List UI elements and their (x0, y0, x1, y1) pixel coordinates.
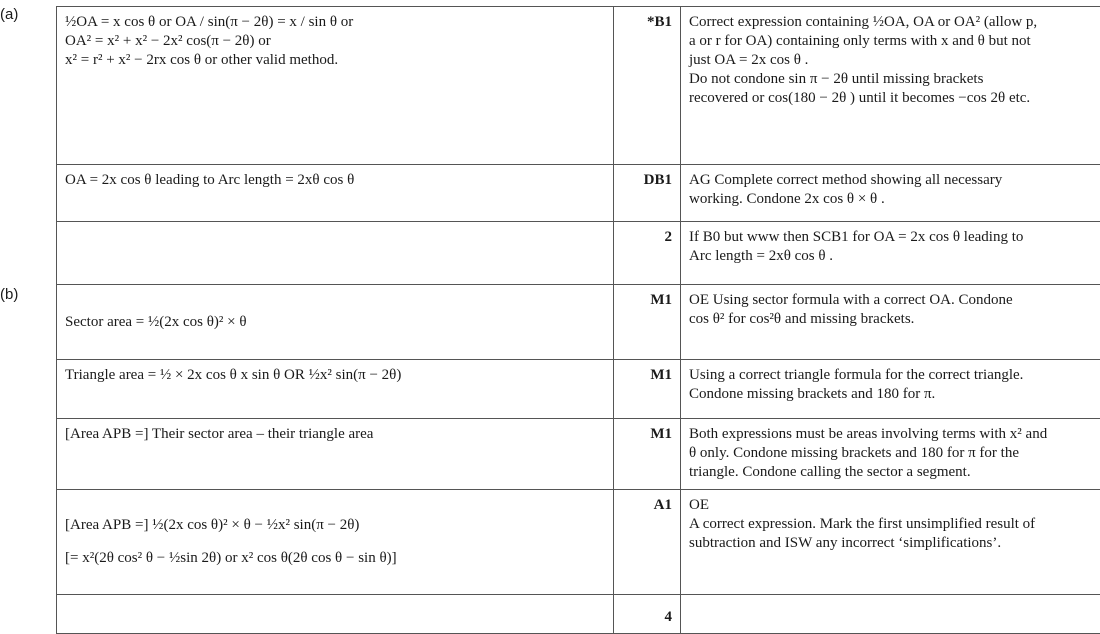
answer-cell (57, 165, 614, 222)
guidance-line: cos θ² for cos²θ and missing brackets. (689, 310, 1100, 329)
answer-cell (57, 490, 614, 595)
answer-cell (57, 595, 614, 634)
mark-cell: 2 (614, 222, 681, 285)
guidance-line: Arc length = 2xθ cos θ . (689, 247, 1100, 266)
part-b-label: (b) (0, 286, 18, 303)
answer-line: Sector area = ½(2x cos θ)² × θ (65, 313, 605, 332)
table-row (57, 595, 1100, 634)
mark-cell: M1 (614, 285, 681, 360)
answer-line: x² = r² + x² − 2rx cos θ or other valid method. (65, 51, 605, 70)
guidance-line: Correct expression containing ½OA, OA or OA² (allow p, (689, 13, 1100, 32)
guidance-line: just OA = 2x cos θ . (689, 51, 1100, 70)
guidance-line: working. Condone 2x cos θ × θ . (689, 190, 1100, 209)
table-row (57, 490, 1100, 595)
guidance-line: AG Complete correct method showing all necessary (689, 171, 1100, 190)
guidance-line: subtraction and ISW any incorrect ‘simplifications’. (689, 534, 1100, 553)
guidance-line: recovered or cos(180 − 2θ ) until it becomes −cos 2θ etc. (689, 89, 1100, 108)
guidance-line: Do not condone sin π − 2θ until missing brackets (689, 70, 1100, 89)
guidance-line: θ only. Condone missing brackets and 180 for π for the (689, 444, 1100, 463)
guidance-line: Using a correct triangle formula for the correct triangle. (689, 366, 1100, 385)
guidance-cell (681, 595, 1100, 634)
table-row (57, 7, 1100, 165)
mark-cell: M1 (614, 419, 681, 490)
guidance-line: If B0 but www then SCB1 for OA = 2x cos θ leading to (689, 228, 1100, 247)
guidance-line: Both expressions must be areas involving terms with x² and (689, 425, 1100, 444)
answer-cell (57, 7, 614, 165)
answer-line: [= x²(2θ cos² θ − ½sin 2θ) or x² cos θ(2θ cos θ − sin θ)] (65, 549, 605, 568)
guidance-cell (681, 285, 1100, 360)
answer-line: ½OA = x cos θ or OA / sin(π − 2θ) = x / sin θ or (65, 13, 605, 32)
answer-cell (57, 419, 614, 490)
guidance-cell (681, 360, 1100, 419)
mark-cell: A1 (614, 490, 681, 595)
total-mark-cell: 4 (614, 595, 681, 634)
answer-line: Triangle area = ½ × 2x cos θ x sin θ OR ½x² sin(π − 2θ) (65, 366, 605, 385)
answer-line: [Area APB =] Their sector area – their triangle area (65, 425, 605, 444)
answer-cell (57, 222, 614, 285)
guidance-cell (681, 165, 1100, 222)
table-row (57, 165, 1100, 222)
guidance-line: A correct expression. Mark the first unsimplified result of (689, 515, 1100, 534)
answer-line: [Area APB =] ½(2x cos θ)² × θ − ½x² sin(π − 2θ) (65, 516, 605, 535)
guidance-line: a or r for OA) containing only terms with x and θ but not (689, 32, 1100, 51)
guidance-cell (681, 419, 1100, 490)
guidance-cell (681, 7, 1100, 165)
table-row (57, 419, 1100, 490)
guidance-line: OE (689, 496, 1100, 515)
guidance-line: OE Using sector formula with a correct OA. Condone (689, 291, 1100, 310)
mark-cell: DB1 (614, 165, 681, 222)
table-row (57, 360, 1100, 419)
mark-cell: *B1 (614, 7, 681, 165)
answer-cell (57, 360, 614, 419)
guidance-line: triangle. Condone calling the sector a segment. (689, 463, 1100, 482)
mark-cell: M1 (614, 360, 681, 419)
part-a-label: (a) (0, 6, 18, 23)
table-row (57, 285, 1100, 360)
answer-cell (57, 285, 614, 360)
guidance-cell (681, 490, 1100, 595)
guidance-cell (681, 222, 1100, 285)
guidance-line: Condone missing brackets and 180 for π. (689, 385, 1100, 404)
table-row (57, 222, 1100, 285)
mark-scheme-table (56, 6, 1100, 634)
answer-line: OA = 2x cos θ leading to Arc length = 2xθ cos θ (65, 171, 605, 190)
answer-line: OA² = x² + x² − 2x² cos(π − 2θ) or (65, 32, 605, 51)
